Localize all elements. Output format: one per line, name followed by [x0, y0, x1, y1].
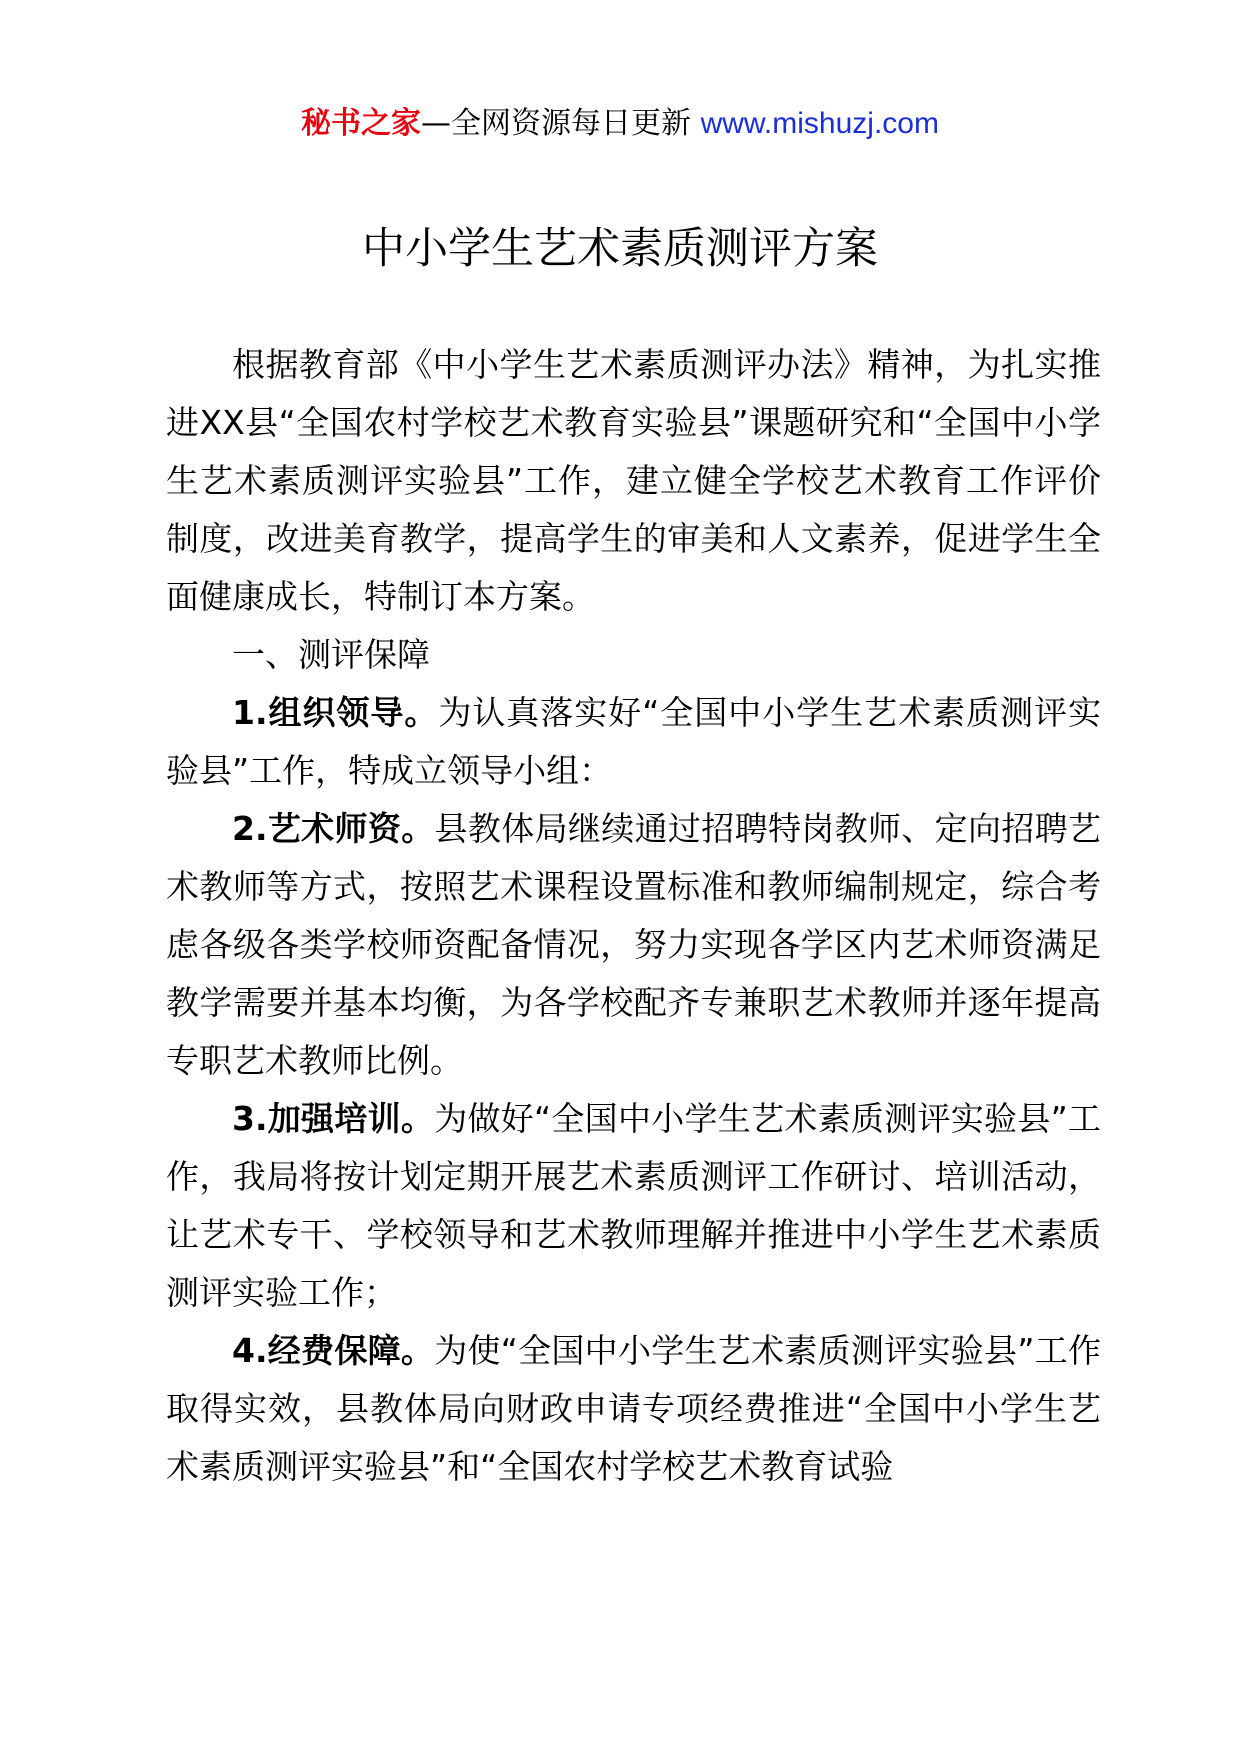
item-text: 为认真落实好“全国中小学生艺术素质测评实验县”工作，特成立领导小组： [166, 693, 1101, 790]
site-url-link[interactable]: www.mishuzj.com [700, 107, 939, 140]
site-header [0, 104, 1240, 144]
item-lead: 4.经费保障。 [232, 1331, 435, 1370]
section-heading: 一、测评保障 [232, 635, 430, 674]
header-tagline: —全网资源每日更新 [421, 106, 701, 141]
item-text: 县教体局继续通过招聘特岗教师、定向招聘艺术教师等方式，按照艺术课程设置标准和教师编制规定，综合考虑各级各类学校师资配备情况，努力实现各学区内艺术师资满足教学需要并基本均衡，为各学校配齐专兼职艺术教师并逐年提高专职艺术教师比例。 [166, 809, 1102, 1080]
item-paragraph-3 [166, 1090, 1101, 1322]
item-paragraph-4 [166, 1322, 1101, 1496]
item-lead: 3.加强培训。 [232, 1099, 435, 1138]
intro-paragraph: 根据教育部《中小学生艺术素质测评办法》精神，为扎实推进XX县“全国农村学校艺术教育实验县”课题研究和“全国中小学生艺术素质测评实验县”工作，建立健全学校艺术教育工作评价制度，改进美育教学，提高学生的审美和人文素养，促进学生全面健康成长，特制订本方案。 [166, 345, 1101, 616]
item-paragraph-2 [166, 800, 1101, 1090]
brand-name: 秘书之家 [301, 106, 422, 141]
document-title: 中小学生艺术素质测评方案 [362, 224, 878, 274]
item-lead: 1.组织领导。 [232, 693, 439, 732]
item-paragraph-1 [166, 684, 1101, 800]
item-lead: 2.艺术师资。 [232, 809, 435, 848]
item-text: 为做好“全国中小学生艺术素质测评实验县”工作，我局将按计划定期开展艺术素质测评工作研讨、培训活动，让艺术专干、学校领导和艺术教师理解并推进中小学生艺术素质测评实验工作； [166, 1099, 1101, 1312]
item-text: 为使“全国中小学生艺术素质测评实验县”工作取得实效，县教体局向财政申请专项经费推进“全国中小学生艺术素质测评实验县”和“全国农村学校艺术教育试验 [166, 1331, 1101, 1486]
document-body [166, 336, 1101, 1496]
